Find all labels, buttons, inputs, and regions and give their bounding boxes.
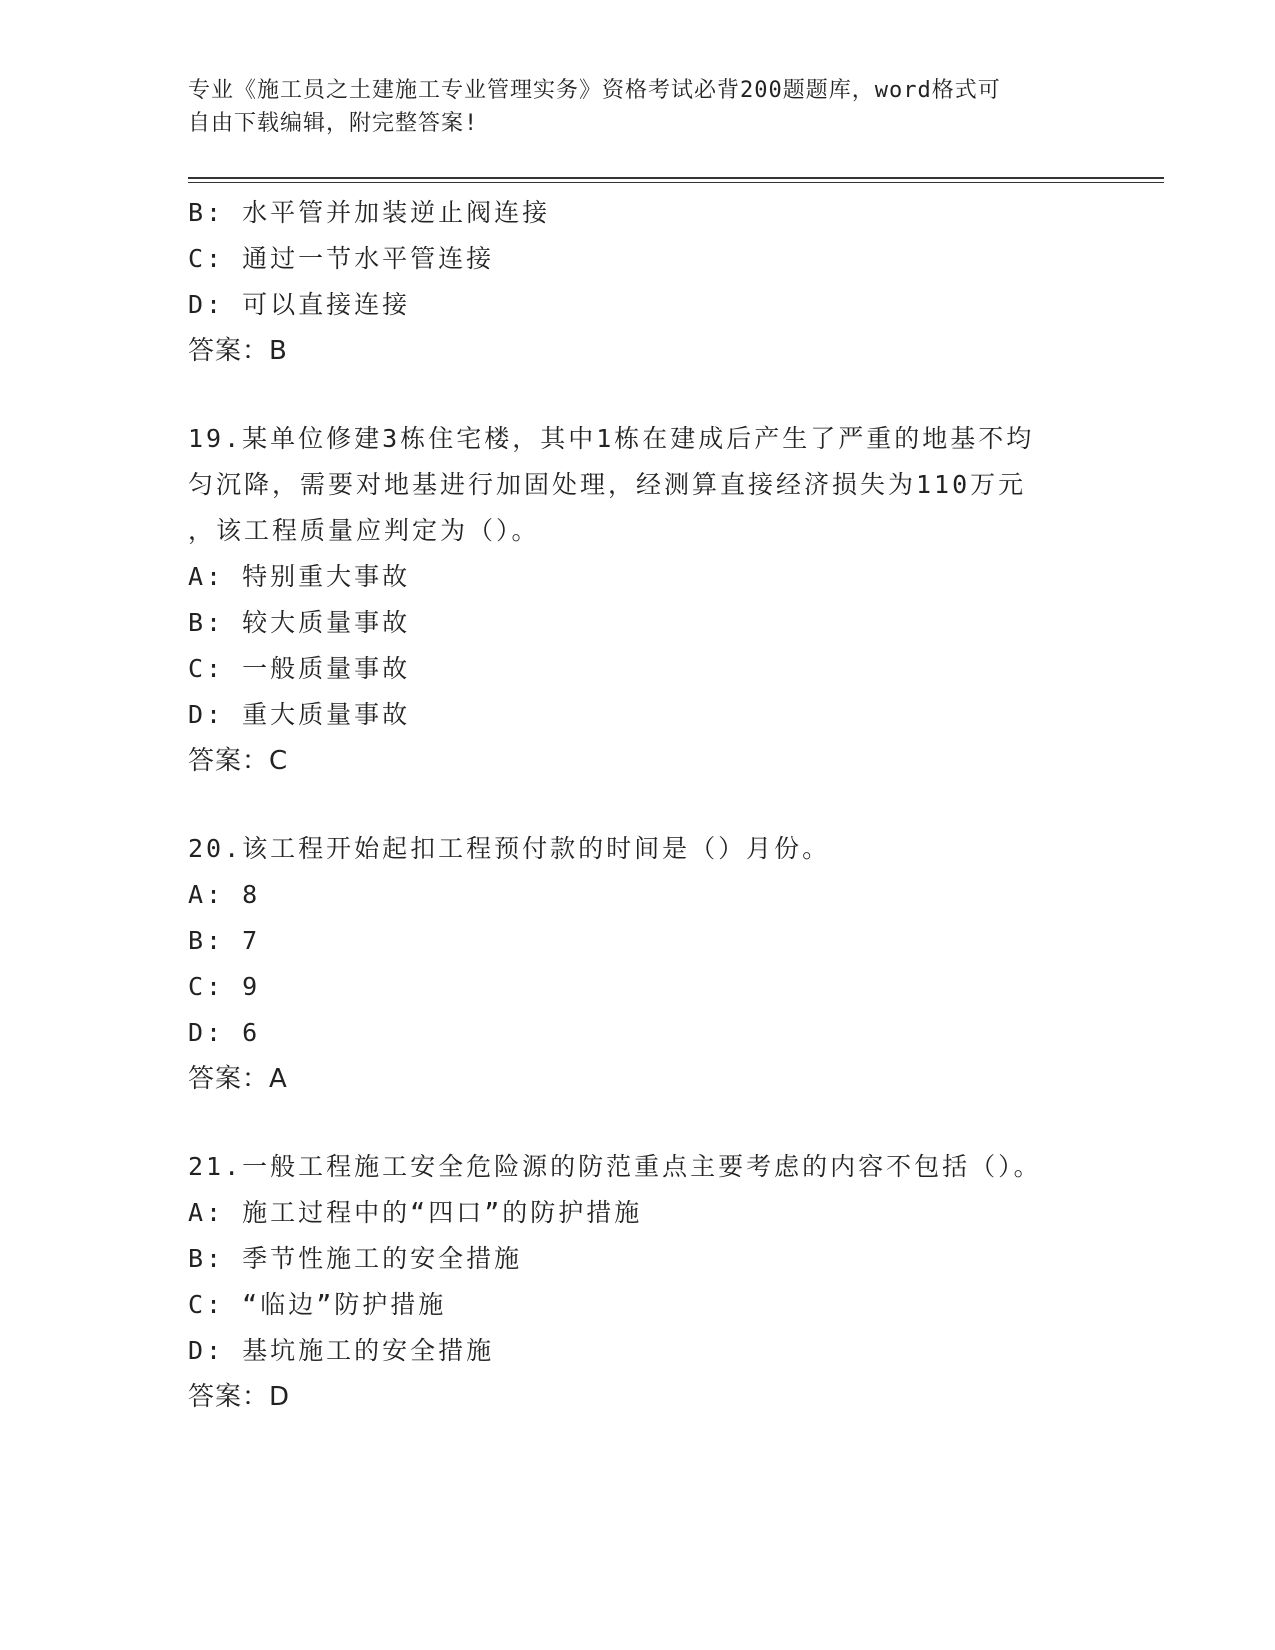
option-a: A: 8	[188, 880, 261, 909]
option-c: C: 通过一节水平管连接	[188, 244, 495, 273]
answer-line: 答案：D	[188, 1382, 291, 1412]
question-19-block	[188, 416, 1088, 784]
option-d: D: 可以直接连接	[188, 290, 411, 319]
answer-line: 答案：B	[188, 336, 288, 366]
option-b: B: 季节性施工的安全措施	[188, 1244, 523, 1273]
option-b: B: 较大质量事故	[188, 608, 411, 637]
prev-question-block	[188, 190, 1088, 374]
option-c: C: 9	[188, 972, 261, 1001]
option-a: A: 施工过程中的“四口”的防护措施	[188, 1198, 643, 1227]
header-title-line-2: 自由下载编辑，附完整答案!	[188, 111, 479, 136]
option-c: C: “临边”防护措施	[188, 1290, 447, 1319]
option-d: D: 基坑施工的安全措施	[188, 1336, 495, 1365]
answer-line: 答案：A	[188, 1064, 288, 1094]
header-title-line-1: 专业《施工员之土建施工专业管理实务》资格考试必背200题题库，word格式可	[188, 78, 1001, 103]
question-20-line-1: 20.该工程开始起扣工程预付款的时间是（）月份。	[188, 834, 831, 863]
answer-line: 答案：C	[188, 746, 289, 776]
question-21-block	[188, 1144, 1088, 1420]
question-19-line-3: ，该工程质量应判定为（）。	[188, 516, 540, 545]
option-c: C: 一般质量事故	[188, 654, 411, 683]
question-19-line-1: 19.某单位修建3栋住宅楼，其中1栋在建成后产生了严重的地基不均	[188, 424, 1035, 453]
header-divider-thick	[188, 177, 1164, 179]
question-21-line-1: 21.一般工程施工安全危险源的防范重点主要考虑的内容不包括（）。	[188, 1152, 1042, 1181]
option-b: B: 水平管并加装逆止阀连接	[188, 198, 551, 227]
option-a: A: 特别重大事故	[188, 562, 411, 591]
option-d: D: 6	[188, 1018, 261, 1047]
question-20-block	[188, 826, 1088, 1102]
header-divider-thin	[188, 182, 1164, 183]
option-d: D: 重大质量事故	[188, 700, 411, 729]
option-b: B: 7	[188, 926, 261, 955]
question-content	[188, 190, 1088, 1420]
document-header	[188, 74, 1068, 140]
question-19-line-2: 匀沉降，需要对地基进行加固处理，经测算直接经济损失为110万元	[188, 470, 1027, 499]
